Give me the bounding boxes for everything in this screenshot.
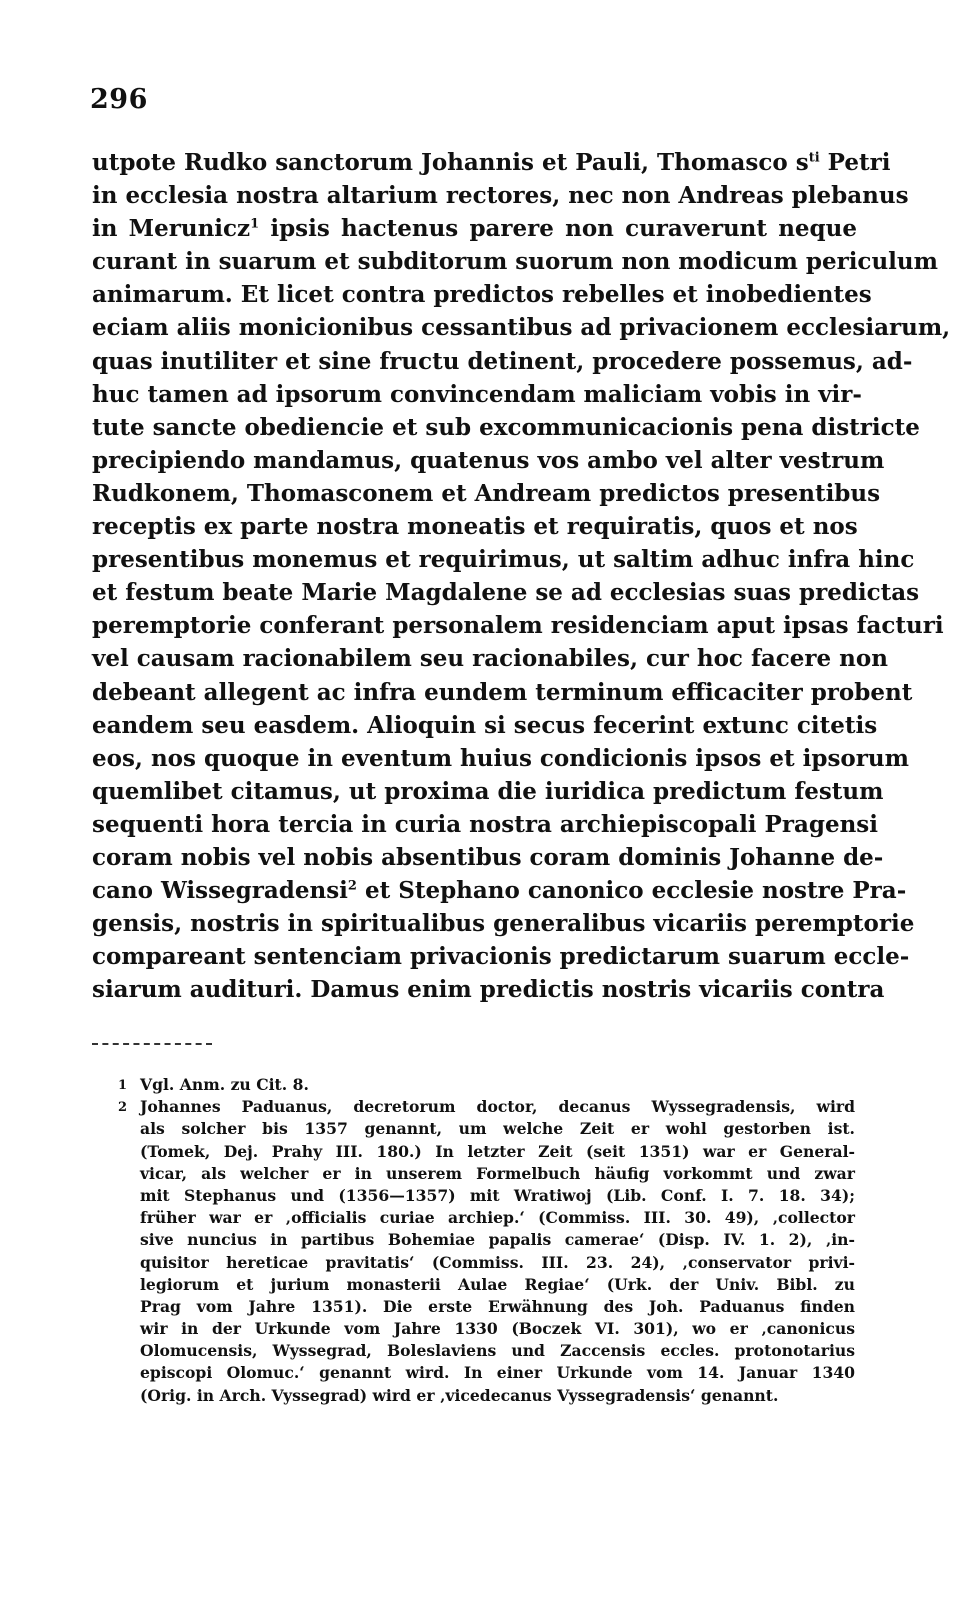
footnote-2-line: legiorum et jurium monasterii Aulae Regiae‘ (Urk. der Univ. Bibl. zu (140, 1274, 855, 1294)
text-line: tute sancte obediencie et sub excommunicacionis pena districte (92, 413, 920, 441)
text-line: gensis, nostris in spiritualibus generalibus vicariis peremptorie (92, 910, 915, 938)
text-line: receptis ex parte nostra moneatis et requiratis, quos et nos (92, 513, 858, 541)
footnote-1-mark: 1 (118, 1078, 128, 1093)
text-line: eandem seu easdem. Alioquin si secus fecerint extunc citetis (92, 711, 878, 739)
text-line: compareant sentenciam privacionis predictarum suarum eccle- (92, 943, 910, 971)
footnote-2-line: sive nuncius in partibus Bohemiae papalis camerae‘ (Disp. IV. 1. 2), ‚in- (140, 1230, 855, 1250)
text-line: curant in suarum et subditorum suorum non modicum periculum (92, 248, 938, 276)
page-number: 296 (90, 84, 148, 115)
main-text-block (92, 146, 951, 1006)
text-line: sequenti hora tercia in curia nostra archiepiscopali Pragensi (92, 810, 878, 838)
text-line: eos, nos quoque in eventum huius condicionis ipsos et ipsorum (92, 744, 909, 772)
footnote-2-line: quisitor hereticae pravitatis‘ (Commiss. III. 23. 24), ‚conservator privi- (140, 1252, 855, 1272)
text-line: cano Wissegradensi$^2$ et Stephano canonico ecclesie nostre Pra- (92, 877, 907, 905)
text-line: debeant allegent ac infra eundem terminum efficaciter probent (92, 678, 913, 706)
footnote-2-line: (Orig. in Arch. Vyssegrad) wird er ‚vicedecanus Vyssegradensis‘ genannt. (140, 1385, 779, 1405)
text-line: Rudkonem, Thomasconem et Andream predictos presentibus (92, 479, 881, 507)
text-line: in ecclesia nostra altarium rectores, nec non Andreas plebanus (92, 182, 909, 210)
superscript: ti (808, 150, 820, 166)
text-line: siarum audituri. Damus enim predictis nostris vicariis contra (92, 976, 885, 1004)
text-line: in Merunicz$^1$ ipsis hactenus parere non curaverunt neque (92, 215, 857, 243)
superscript: 1 (250, 216, 260, 232)
footnote-2-line: episcopi Olomuc.‘ genannt wird. In einer Urkunde vom 14. Januar 1340 (140, 1363, 855, 1383)
text-line: huc tamen ad ipsorum convincendam maliciam vobis in vir- (92, 380, 862, 408)
footnote-1 (118, 1074, 855, 1096)
footnote-2-line: mit Stephanus und (1356—1357) mit Wratiwoj (Lib. Conf. I. 7. 18. 34); (140, 1185, 855, 1205)
text-line: quas inutiliter et sine fructu detinent, procedere possemus, ad- (92, 347, 913, 375)
text-line: presentibus monemus et requirimus, ut saltim adhuc infra hinc (92, 546, 915, 574)
footnote-2-line: Olomucensis, Wyssegrad, Boleslaviens und Zaccensis eccles. protonotarius (140, 1341, 855, 1361)
text-line: utpote Rudko sanctorum Johannis et Pauli, Thomasco $s^{ti}$ Petri (92, 149, 891, 176)
superscript: 2 (347, 878, 357, 894)
footnote-2-line: vicar, als welcher er in unserem Formelbuch häufig vorkommt und zwar (140, 1163, 855, 1183)
footnote-2 (118, 1096, 855, 1407)
footnotes-block (118, 1074, 855, 1407)
text-line: precipiendo mandamus, quatenus vos ambo vel alter vestrum (92, 446, 885, 474)
text-line: vel causam racionabilem seu racionabiles, cur hoc facere non (92, 645, 888, 673)
footnote-2-mark: 2 (118, 1100, 128, 1116)
text-line: quemlibet citamus, ut proxima die iuridica predictum festum (92, 777, 884, 805)
footnote-2-line: 2 Johannes Paduanus, decretorum doctor, decanus Wyssegradensis, wird (118, 1096, 855, 1118)
text-line: et festum beate Marie Magdalene se ad ecclesias suas predictas (92, 579, 920, 607)
footnote-2-line: als solcher bis 1357 genannt, um welche Zeit er wohl gestorben ist. (140, 1119, 855, 1139)
text-line: animarum. Et licet contra predictos rebelles et inobedientes (92, 281, 872, 309)
footnote-2-line: wir in der Urkunde vom Jahre 1330 (Boczek VI. 301), wo er ‚canonicus (140, 1319, 855, 1339)
footnote-2-line: Prag vom Jahre 1351). Die erste Erwähnung des Joh. Paduanus finden (140, 1296, 855, 1316)
footnote-separator (92, 1043, 212, 1045)
text-line: coram nobis vel nobis absentibus coram dominis Johanne de- (92, 843, 884, 871)
footnote-2-line: (Tomek, Dej. Prahy III. 180.) In letzter Zeit (seit 1351) war er General- (140, 1141, 855, 1161)
footnote-1-text: Vgl. Anm. zu Cit. 8. (140, 1075, 309, 1094)
text-line: eciam aliis monicionibus cessantibus ad privacionem ecclesiarum, (92, 314, 951, 342)
footnote-2-line: früher war er ‚officialis curiae archiep.‘ (Commiss. III. 30. 49), ‚collector (140, 1208, 855, 1228)
text-line: peremptorie conferant personalem residenciam aput ipsas facturi (92, 612, 944, 640)
